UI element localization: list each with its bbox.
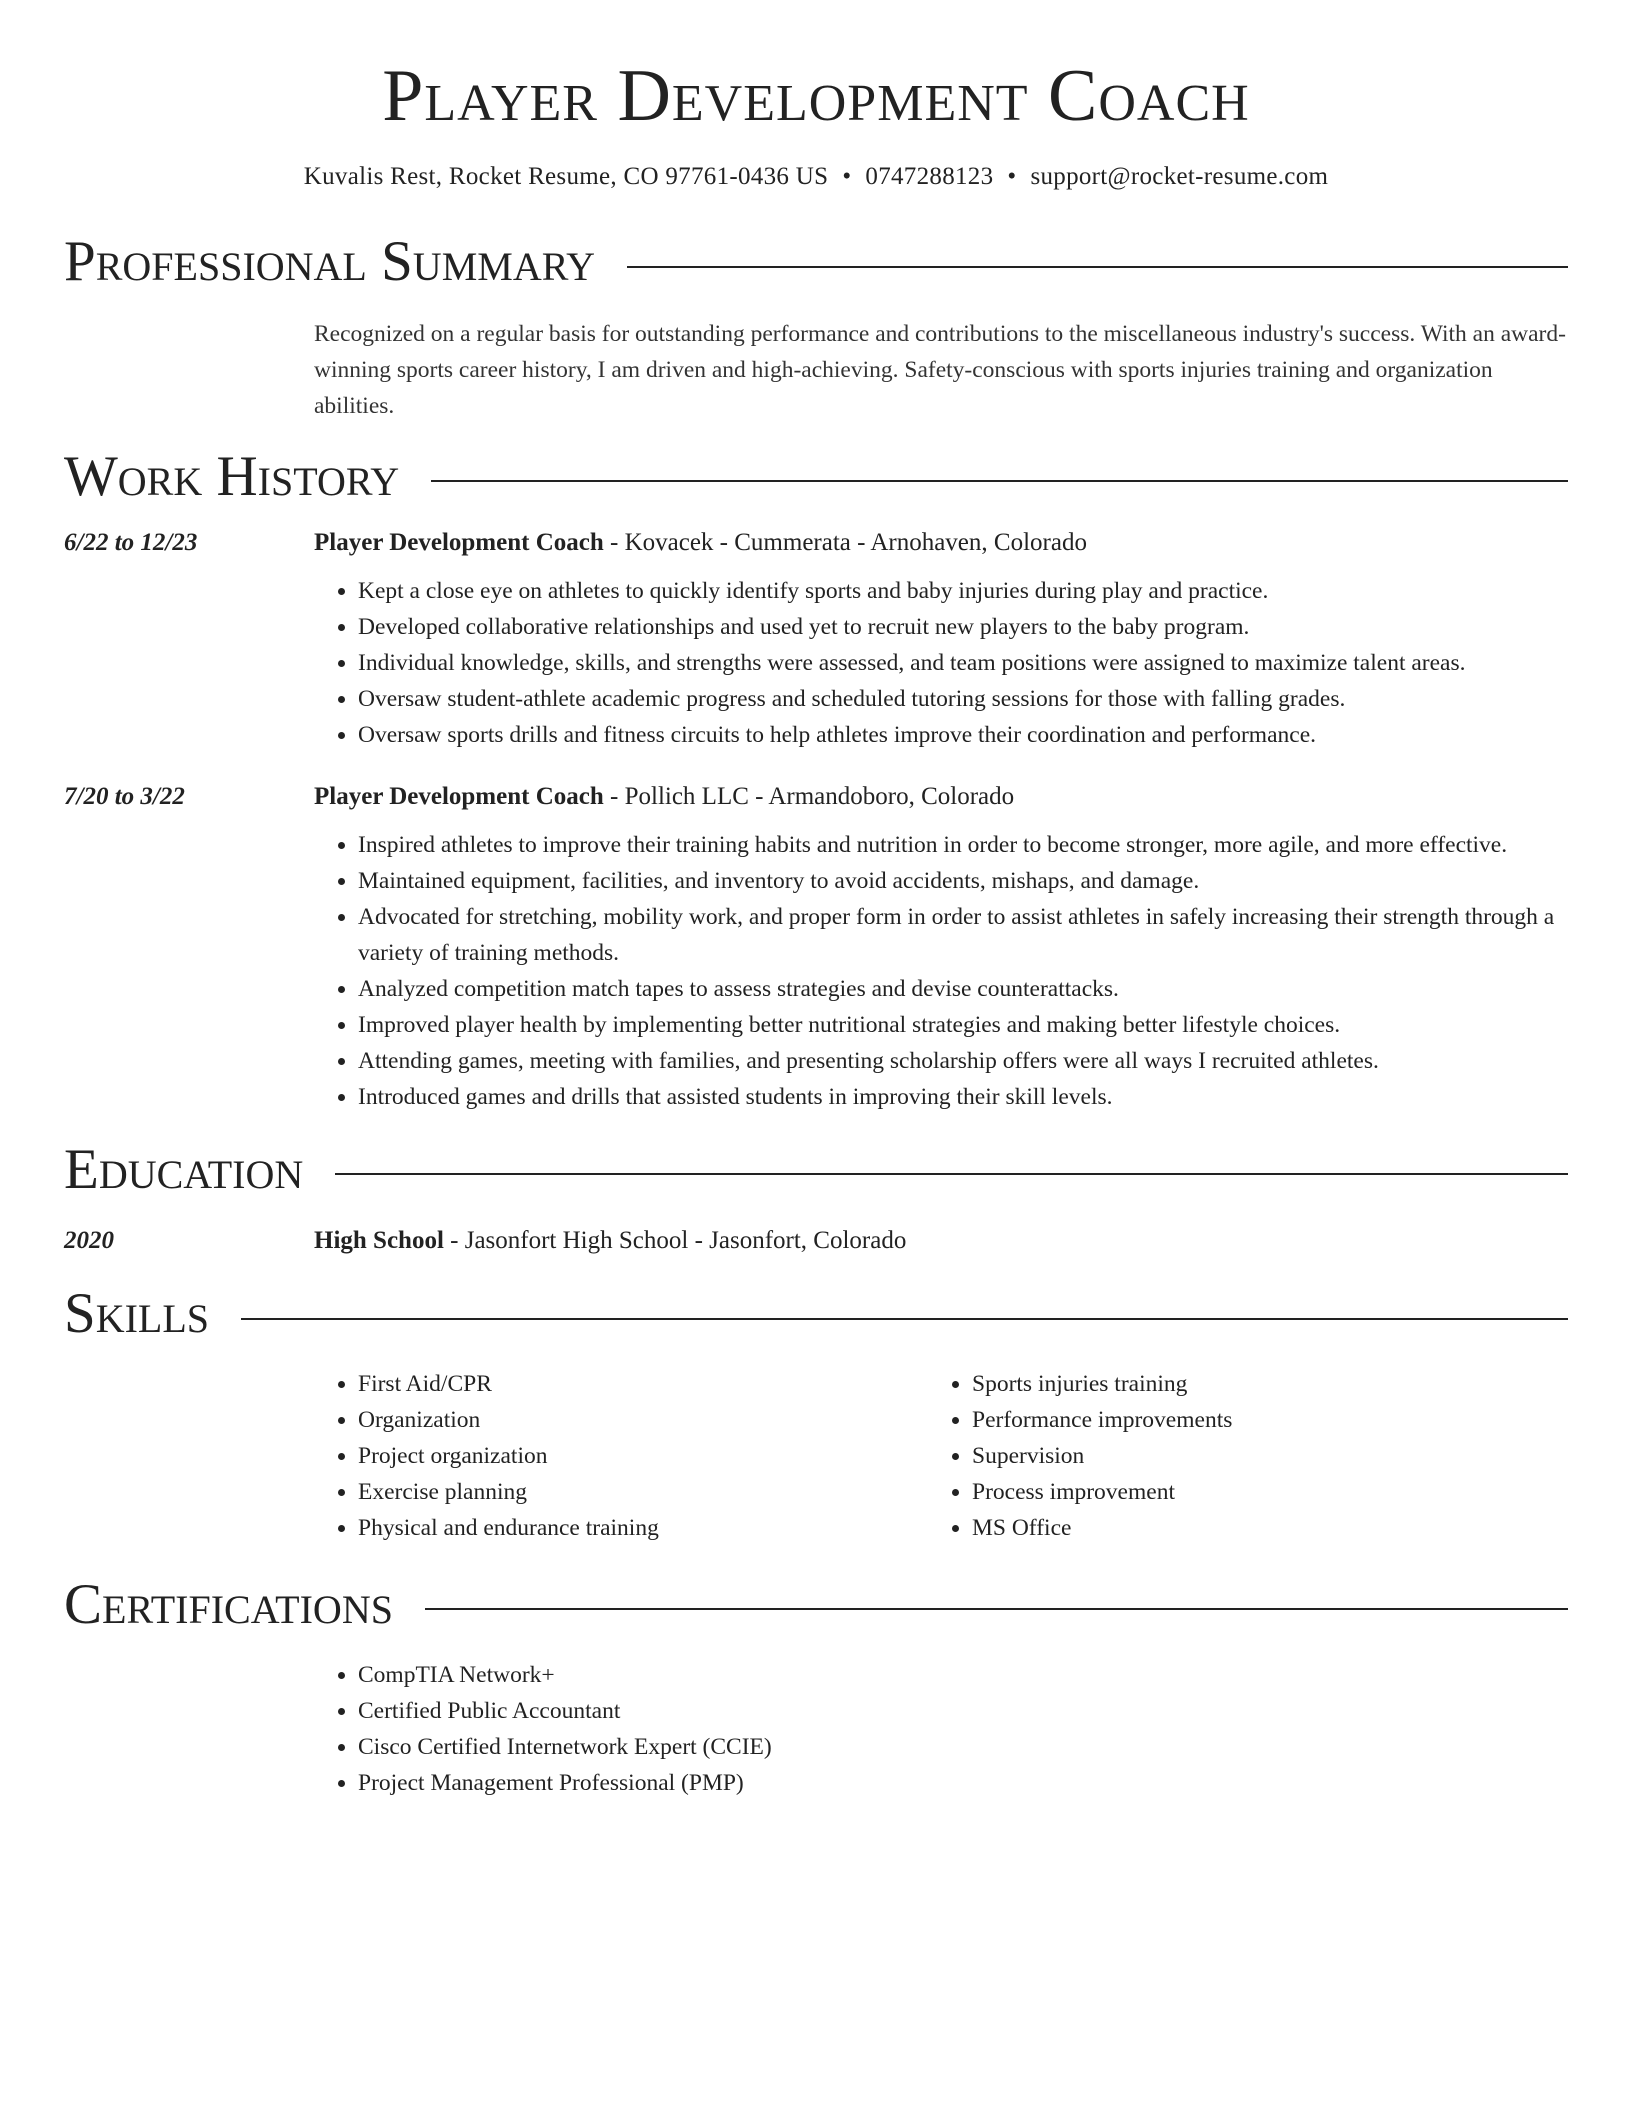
education-degree: High School [314,1227,444,1255]
contact-email: support@rocket-resume.com [1030,163,1329,191]
list-item: • Developed collaborative relationships and used yet to recruit new players to the baby program. [358,609,1568,645]
section-professional-summary [64,231,1568,424]
list-item: • Introduced games and drills that assisted students in improving their skill levels. [358,1079,1568,1115]
skills-column-right [928,1366,1542,1546]
section-divider [335,1173,1568,1175]
skill-item: • Supervision [972,1438,1542,1474]
section-divider [431,480,1568,482]
list-item: • Individual knowledge, skills, and strengths were assessed, and team positions were assigned to maximize talent areas. [358,645,1568,681]
job-header [64,779,1568,815]
contact-address: Kuvalis Rest, Rocket Resume, CO 97761-0436 US [303,163,829,191]
section-title: Work History [64,445,400,509]
section-header [64,1139,1568,1202]
job-dates: 7/20 to 3/22 [64,782,185,810]
skill-item: • Project organization [358,1438,928,1474]
job-heading [314,779,1568,815]
contact-line [64,163,1568,191]
certification-item: • Project Management Professional (PMP) [358,1765,1568,1801]
education-school: - Jasonfort High School - Jasonfort, Colorado [443,1227,907,1255]
section-title: Certifications [64,1573,393,1637]
list-item: • Attending games, meeting with families, and presenting scholarship offers were all ways I recruited athletes. [358,1043,1568,1079]
skills-grid [314,1366,1568,1546]
summary-text: Recognized on a regular basis for outstanding performance and contributions to the miscellaneous industry's success. With an award-winning sports career history, I am driven and high-achieving. Safety-conscious with sports injuries training and organization abilities. [314,321,1566,420]
certification-item: • Certified Public Accountant [358,1693,1568,1729]
skill-item: • Organization [358,1402,928,1438]
list-item: • Inspired athletes to improve their training habits and nutrition in order to become stronger, more agile, and more effective. [358,827,1568,863]
education-heading [314,1223,1568,1259]
section-certifications [64,1574,1568,1801]
list-item: • Analyzed competition match tapes to assess strategies and devise counterattacks. [358,971,1568,1007]
list-item: • Oversaw student-athlete academic progress and scheduled tutoring sessions for those with falling grades. [358,681,1568,717]
list-item: • Maintained equipment, facilities, and inventory to avoid accidents, mishaps, and damage. [358,863,1568,899]
certifications-items [314,1657,1568,1801]
section-title: Professional Summary [64,230,596,294]
section-skills [64,1283,1568,1546]
skill-item: • Process improvement [972,1474,1542,1510]
skill-item: • Exercise planning [358,1474,928,1510]
skill-item: • MS Office [972,1510,1542,1546]
section-header [64,1283,1568,1346]
skill-item: • First Aid/CPR [358,1366,928,1402]
job-bullets [314,573,1568,753]
job-employer: - Pollich LLC - Armandoboro, Colorado [603,782,1015,810]
list-item: • Kept a close eye on athletes to quickly identify sports and baby injuries during play and practice. [358,573,1568,609]
contact-separator: • [1007,163,1017,191]
education-year: 2020 [64,1227,114,1255]
list-item: • Improved player health by implementing better nutritional strategies and making better lifestyle choices. [358,1007,1568,1043]
list-item: • Advocated for stretching, mobility work, and proper form in order to assist athletes in safely increasing their strength through a variety of training methods. [358,899,1568,971]
section-header [64,231,1568,294]
skill-item: • Performance improvements [972,1402,1542,1438]
certification-item: • CompTIA Network+ [358,1657,1568,1693]
candidate-name: Player Development Coach [382,55,1250,137]
job-heading [314,525,1568,561]
section-header [64,1574,1568,1637]
contact-phone: 0747288123 [865,163,994,191]
section-divider [241,1318,1568,1320]
list-item: • Oversaw sports drills and fitness circuits to help athletes improve their coordination and performance. [358,717,1568,753]
certifications-list [314,1657,1568,1801]
section-title: Education [64,1137,304,1201]
job-header [64,525,1568,561]
section-title: Skills [64,1282,210,1346]
skill-item: • Physical and endurance training [358,1510,928,1546]
section-work-history [64,446,1568,1115]
section-divider [627,266,1568,268]
skills-column-left [314,1366,928,1546]
section-divider [425,1608,1568,1610]
job-entry [64,779,1568,1115]
contact-separator: • [842,163,852,191]
job-title: Player Development Coach [314,528,604,556]
skill-item: • Sports injuries training [972,1366,1542,1402]
certification-item: • Cisco Certified Internetwork Expert (CCIE) [358,1729,1568,1765]
job-list [64,525,1568,1115]
job-employer: - Kovacek - Cummerata - Arnohaven, Colorado [603,528,1087,556]
job-entry [64,525,1568,753]
job-title: Player Development Coach [314,782,604,810]
education-entry [64,1223,1568,1259]
job-bullets [314,827,1568,1115]
job-dates: 6/22 to 12/23 [64,528,198,556]
section-education [64,1139,1568,1260]
section-header [64,446,1568,509]
